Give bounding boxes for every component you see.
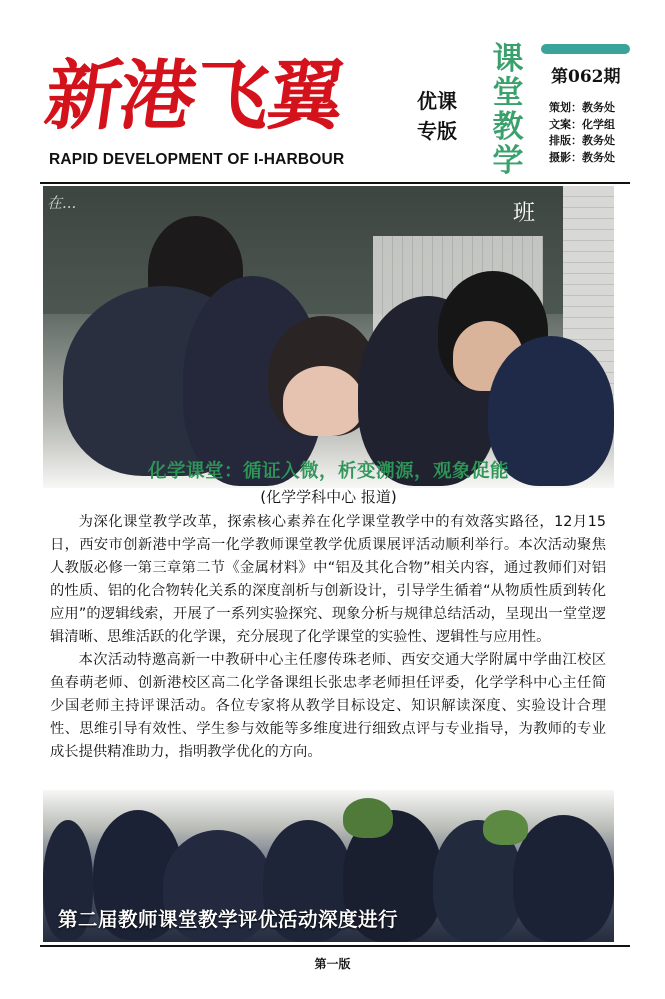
credit-value: 教务处 <box>582 101 615 114</box>
credit-value: 教务处 <box>582 150 615 164</box>
newspaper-logo-english: RAPID DEVELOPMENT OF I-HARBOUR <box>49 151 345 168</box>
credits-block <box>549 100 615 166</box>
student-figure <box>283 366 363 436</box>
footer-divider <box>40 945 630 947</box>
edition-label-line1: 优课 <box>417 89 457 113</box>
newspaper-logo: 新港飞翼 <box>39 51 349 140</box>
credit-label: 策划： <box>549 101 582 114</box>
column-title-char: 堂 <box>492 75 524 111</box>
page-number: 第一版 <box>314 957 351 971</box>
plant-figure <box>343 798 393 838</box>
credit-label: 文案： <box>549 117 582 131</box>
column-title-char: 学 <box>492 143 524 179</box>
blackboard-text: 在... <box>47 194 77 212</box>
plant-figure <box>483 810 528 845</box>
edition-label-line2: 专版 <box>417 119 457 143</box>
header-divider <box>40 182 630 184</box>
headline-caption: 化学课堂：循证入微，析变溯源，观象促能 <box>147 461 509 482</box>
student-figure <box>513 815 614 942</box>
decorative-bar <box>541 44 630 54</box>
column-title <box>490 42 526 178</box>
classroom-photo-students <box>43 186 614 488</box>
article-body <box>50 511 606 764</box>
masthead <box>0 0 665 183</box>
photo-caption: 第二届教师课堂教学评优活动深度进行 <box>58 908 399 931</box>
column-title-char: 教 <box>492 109 524 145</box>
issue-number: 第062期 <box>551 67 621 87</box>
credit-row <box>549 150 615 167</box>
credit-row <box>549 100 615 117</box>
article-paragraph: 为深化课堂教学改革，探索核心素养在化学课堂教学中的有效落实路径，12月15日，西安市创新港中学高一化学教师课堂教学优质课展评活动顺利举行。本次活动聚焦人教版必修一第三章第二节《金属材料》中“铝及其化合物”相关内容，通过教师们对铝的性质、铝的化合物转化关系的深度剖析与创新设计，引导学生循着“从物质性质到转化应用”的逻辑线索，开展了一系列实验探究、现象分析与规律总结活动，呈现出一堂堂逻辑清晰、思维活跃的化学课，充分展现了化学课堂的实验性、逻辑性与应用性。 <box>50 514 606 645</box>
credit-row <box>549 133 615 150</box>
credit-value: 化学组 <box>582 117 615 131</box>
blackboard-text: 班 <box>513 201 536 226</box>
credit-label: 摄影： <box>549 150 582 164</box>
column-title-char: 课 <box>492 41 524 77</box>
credit-label: 排版： <box>549 134 582 147</box>
article-paragraph: 本次活动特邀高新一中教研中心主任廖传珠老师、西安交通大学附属中学曲江校区鱼春萌老师、创新港校区高二化学备课组长张忠孝老师担任评委，化学学科中心主任简少国老师主持评课活动。各位专家将从教学目标设定、知识解读深度、实验设计合理性、思维引导有效性、学生参与效能等多维度进行细致点评与专业指导，为教师的专业成长提供精准助力，指明教学优化的方向。 <box>50 652 606 760</box>
credit-row <box>549 117 615 134</box>
edition-label <box>410 86 464 146</box>
credit-value: 教务处 <box>582 134 615 147</box>
article-byline: (化学学科中心 报道) <box>260 488 397 506</box>
